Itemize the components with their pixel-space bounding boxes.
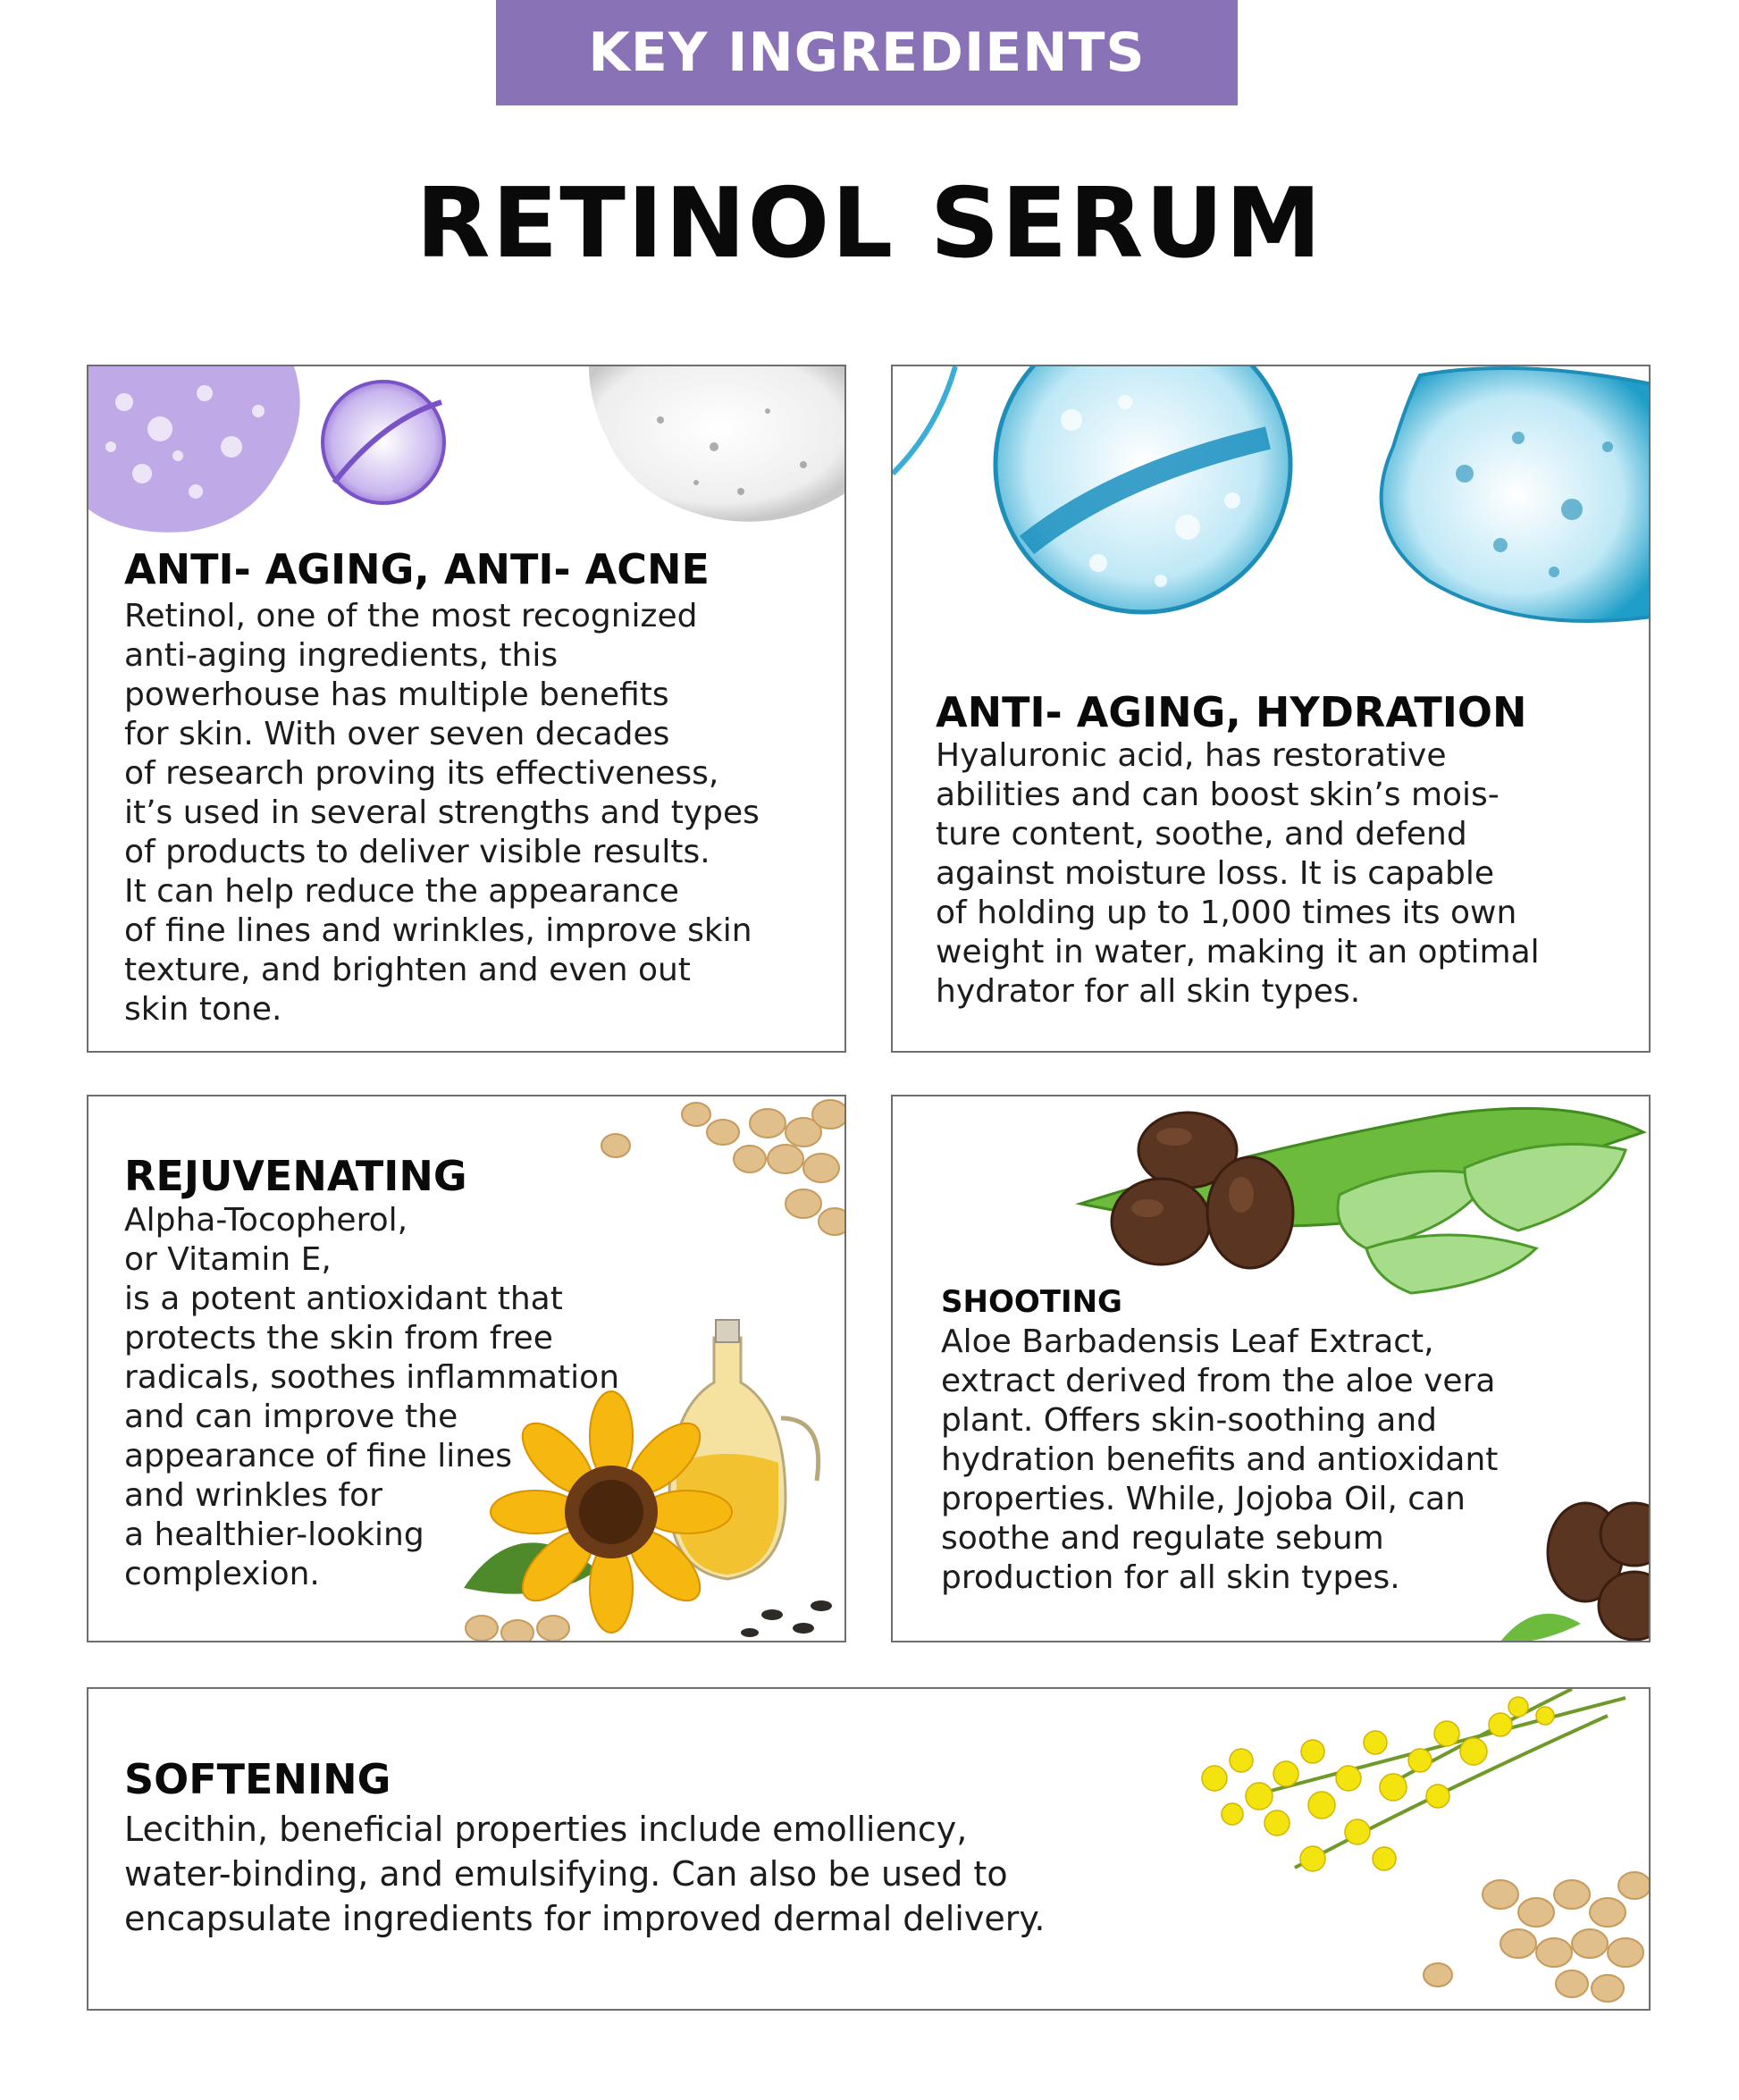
rapeseed-flowers-soybeans-image [1161,1689,1651,2011]
ingredient-card-aloe-jojoba [891,1095,1651,1642]
card-heading: SHOOTING [941,1284,1122,1320]
aloe-jojoba-image [1071,1096,1651,1311]
card-body: Retinol, one of the most recognized anti-aging ingredients, this powerhouse has multiple benefits for skin. With over seven decades of research proving its effectiveness, it’s used in several strengths and types of products to deliver visible results. It can help reduce the appearance of fine lines and wrinkles, improve skin texture, and brighten and even out skin tone. [124,598,760,1028]
card-heading: ANTI- AGING, HYDRATION [936,688,1527,736]
card-body: Hyaluronic acid, has restorative abilities and can boost skin’s mois- ture content, soothe, and defend against moisture loss. It is capable of holding up to 1,000 times its own weight in water, making it an optimal hydrator for all skin types. [936,737,1540,1010]
card-heading: ANTI- AGING, ANTI- ACNE [124,545,710,593]
ingredient-card-lecithin [87,1687,1651,2011]
card-body: Aloe Barbadensis Leaf Extract, extract derived from the aloe vera plant. Offers skin-soothing and hydration benefits and antioxidant properties. While, Jojoba Oil, can soothe and regulate sebum production for all skin types. [941,1323,1499,1596]
purple-serum-bubbles-image [88,366,846,554]
card-body: Alpha-Tocopherol, or Vitamin E, is a potent antioxidant that protects the skin from free radicals, soothes inflammation and can improve the appearance of fine lines and wrinkles for a healthier-looking complexion. [124,1202,620,1592]
ingredient-card-retinol [87,365,846,1053]
blue-gel-bubbles-image [893,366,1651,634]
card-body: Lecithin, beneficial properties include emolliency, water-binding, and emulsifying. Can also be used to encapsulate ingredients for improved dermal delivery. [124,1810,1046,1938]
page-title: RETINOL SERUM [416,168,1323,280]
card-heading: REJUVENATING [124,1152,467,1200]
ingredient-card-vitamin-e [87,1095,846,1642]
card-heading: SOFTENING [124,1755,391,1803]
ingredient-card-hyaluronic-acid [891,365,1651,1053]
key-ingredients-badge: KEY INGREDIENTS [496,0,1238,105]
